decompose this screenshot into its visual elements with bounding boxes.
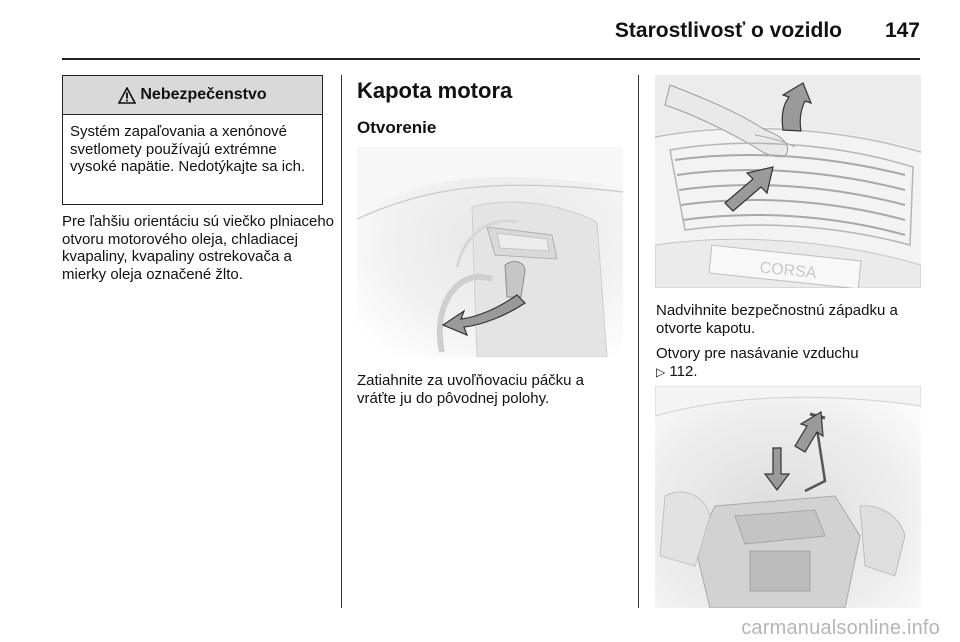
lever-caption: Zatiahnite za uvoľňovaciu páčku a vráťte ju do pôvodnej polohy. — [357, 372, 585, 407]
warning-triangle-icon — [118, 87, 136, 104]
warning-header — [63, 76, 322, 115]
air-intake-paragraph — [656, 345, 924, 381]
engine-compartment-illustration — [655, 386, 921, 608]
hood-latch-illustration — [655, 75, 921, 288]
badge-text: CORSA — [758, 259, 818, 283]
column-divider-left — [341, 75, 342, 608]
fluid-caps-paragraph: Pre ľahšiu orientáciu sú viečko plniaceho otvoru motorového oleja, chladiacej kvapaliny, kvapaliny ostrekovača a mierky oleja označené žlto. — [62, 213, 335, 283]
warning-title: Nebezpečenstvo — [140, 86, 267, 103]
warning-text: Systém zapaľovania a xenónové svetlomety používajú extrémne vysoké napätie. Nedotýkajte sa ich. — [70, 123, 306, 175]
air-intake-page-ref[interactable]: 112. — [669, 362, 698, 380]
triangle-right-icon: ▷ — [656, 364, 666, 379]
header-rule — [62, 58, 920, 60]
column-divider-right — [638, 75, 639, 608]
page-number: 147 — [884, 19, 920, 42]
hood-caption: Nadvihnite bezpečnostnú západku a otvorte kapotu. — [656, 302, 898, 337]
page-header — [0, 0, 960, 60]
warning-box — [62, 75, 323, 205]
subsection-title: Otvorenie — [357, 118, 437, 137]
section-title: Kapota motora — [357, 78, 513, 103]
release-lever-illustration — [357, 147, 623, 357]
air-intake-text: Otvory pre nasávanie vzduchu — [656, 345, 859, 362]
watermark: carmanualsonline.info — [741, 617, 940, 639]
page-title: Starostlivosť o vozidlo — [614, 19, 842, 42]
